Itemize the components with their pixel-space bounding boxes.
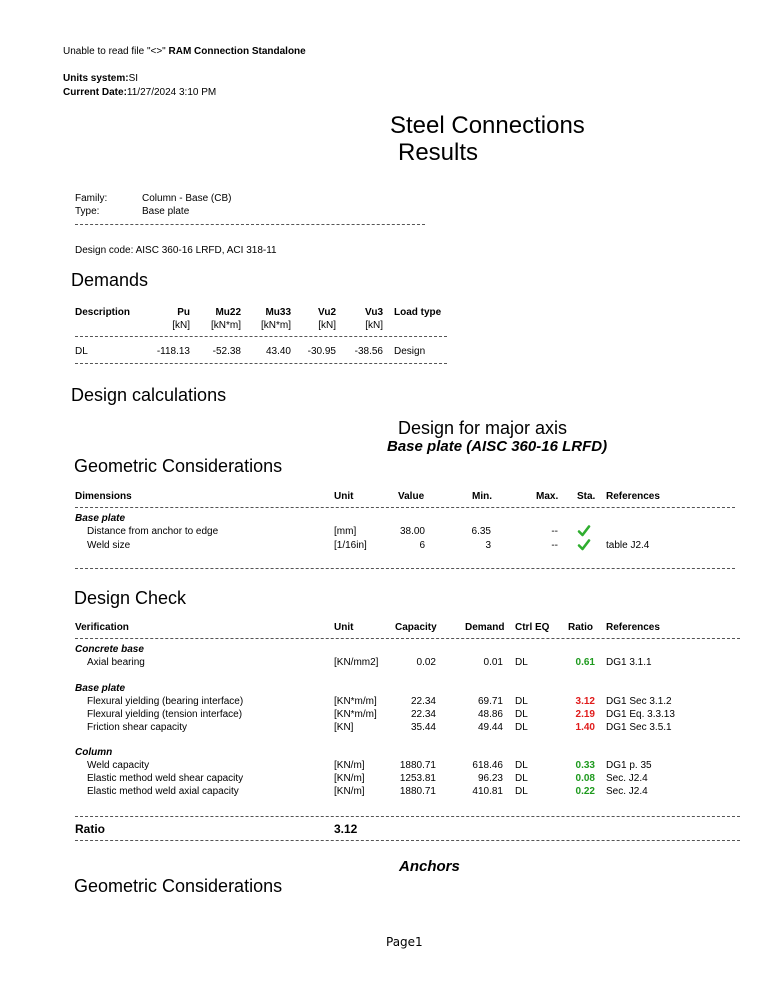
check-row-ratio: 2.19 [575, 709, 595, 720]
divider [75, 363, 447, 364]
dim-row-min: 6.35 [471, 526, 491, 537]
demands-cell: -38.56 [354, 346, 383, 357]
demands-unit-vu2: [kN] [318, 320, 336, 331]
check-row-demand: 96.23 [477, 773, 503, 784]
current-date: Current Date:11/27/2024 3:10 PM [63, 87, 217, 98]
check-row-unit: [KN/m] [334, 786, 365, 797]
divider [75, 840, 740, 841]
file-warning: Unable to read file "<>" RAM Connection Standalone [63, 46, 306, 57]
check-row-ctrl-eq: DL [515, 696, 528, 707]
check-row-demand: 0.01 [483, 657, 503, 668]
anchors-geometric-heading: Geometric Considerations [74, 876, 283, 896]
demands-heading: Demands [71, 270, 149, 290]
demands-unit-pu: [kN] [172, 320, 190, 331]
design-check-heading: Design Check [74, 588, 187, 608]
demands-col-vu3: Vu3 [365, 307, 383, 318]
dim-col-min: Min. [472, 491, 492, 502]
page-subtitle: Results [398, 139, 479, 166]
check-group-column: Column [75, 747, 113, 758]
dim-row-label: Distance from anchor to edge [87, 526, 219, 537]
check-row-label: Flexural yielding (bearing interface) [87, 696, 244, 707]
dim-row-max: -- [551, 526, 558, 537]
check-row-ctrl-eq: DL [515, 786, 528, 797]
check-row-label: Flexural yielding (tension interface) [87, 709, 243, 720]
demands-cell: -30.95 [307, 346, 336, 357]
check-row-label: Elastic method weld axial capacity [87, 786, 239, 797]
design-code: Design code: AISC 360-16 LRFD, ACI 318-11 [75, 245, 277, 256]
dim-col-value: Value [398, 491, 425, 502]
check-row-reference: DG1 3.1.1 [606, 657, 652, 668]
demands-cell: -52.38 [212, 346, 241, 357]
check-row-unit: [KN*m/m] [334, 709, 377, 720]
demands-cell: -118.13 [156, 346, 190, 357]
anchors-title: Anchors [399, 858, 460, 875]
check-col-unit: Unit [334, 622, 354, 633]
check-row-demand: 410.81 [472, 786, 503, 797]
dim-row-label: Weld size [87, 540, 131, 551]
dim-row-value: 38.00 [399, 526, 425, 537]
check-row-capacity: 1880.71 [399, 760, 436, 771]
demands-unit-vu3: [kN] [365, 320, 383, 331]
dim-col-dimensions: Dimensions [75, 491, 132, 502]
check-col-references: References [606, 622, 660, 633]
check-row-demand: 49.44 [477, 722, 503, 733]
page-number: Page1 [386, 935, 423, 949]
check-row-demand: 48.86 [477, 709, 503, 720]
check-row-ctrl-eq: DL [515, 760, 528, 771]
check-row-reference: DG1 Sec 3.1.2 [606, 696, 672, 707]
demands-col-mu33: Mu33 [265, 307, 291, 318]
demands-cell: DL [75, 346, 88, 357]
divider [75, 507, 735, 508]
type-value: Base plate [142, 206, 190, 217]
check-col-ratio: Ratio [568, 622, 593, 633]
dim-row-unit: [1/16in] [334, 540, 367, 551]
check-row-unit: [KN/m] [334, 773, 365, 784]
check-row-capacity: 22.34 [410, 696, 436, 707]
check-row-label: Weld capacity [87, 760, 150, 771]
check-row-capacity: 22.34 [410, 709, 436, 720]
family-label: Family: [75, 193, 108, 204]
demands-col-vu2: Vu2 [318, 307, 336, 318]
page-title: Steel Connections [390, 112, 585, 139]
family-value: Column - Base (CB) [142, 193, 232, 204]
geometric-heading: Geometric Considerations [74, 456, 283, 476]
divider [75, 638, 740, 639]
check-col-capacity: Capacity [395, 622, 437, 633]
check-row-capacity: 35.44 [410, 722, 436, 733]
demands-col-load-type: Load type [394, 307, 442, 318]
check-row-ratio: 3.12 [575, 696, 595, 707]
check-row-reference: Sec. J2.4 [606, 773, 648, 784]
check-row-capacity: 1253.81 [399, 773, 436, 784]
check-row-unit: [KN*m/m] [334, 696, 377, 707]
dim-row-min: 3 [485, 540, 491, 551]
dim-col-unit: Unit [334, 491, 354, 502]
dim-group-base-plate: Base plate [75, 513, 126, 524]
check-col-verification: Verification [75, 622, 129, 633]
demands-cell: Design [394, 346, 426, 357]
dim-col-max: Max. [536, 491, 559, 502]
dim-col-references: References [606, 491, 660, 502]
design-calculations-heading: Design calculations [71, 385, 227, 405]
check-row-ratio: 0.61 [575, 657, 595, 668]
check-group-concrete-base: Concrete base [75, 644, 144, 655]
dim-col-status: Sta. [577, 491, 596, 502]
check-row-reference: DG1 Sec 3.5.1 [606, 722, 672, 733]
check-row-unit: [KN/mm2] [334, 657, 379, 668]
dim-row-value: 6 [419, 540, 425, 551]
check-row-label: Friction shear capacity [87, 722, 188, 733]
check-row-ratio: 0.08 [575, 773, 595, 784]
check-row-reference: DG1 Eq. 3.3.13 [606, 709, 675, 720]
base-plate-title: Base plate (AISC 360-16 LRFD) [387, 438, 608, 455]
check-row-ratio: 0.22 [575, 786, 595, 797]
dim-row-reference: table J2.4 [606, 540, 650, 551]
check-group-base-plate: Base plate [75, 683, 126, 694]
ratio-value: 3.12 [334, 822, 358, 836]
check-row-ctrl-eq: DL [515, 722, 528, 733]
check-row-ratio: 0.33 [575, 760, 595, 771]
ratio-label: Ratio [75, 822, 105, 836]
check-row-reference: DG1 p. 35 [606, 760, 652, 771]
check-row-unit: [KN] [334, 722, 354, 733]
units-system: Units system:SI [63, 73, 139, 84]
check-col-ctrl-eq: Ctrl EQ [515, 622, 550, 633]
check-row-ctrl-eq: DL [515, 657, 528, 668]
dim-row-unit: [mm] [334, 526, 357, 537]
demands-cell: 43.40 [265, 346, 291, 357]
app-name: RAM Connection Standalone [168, 46, 306, 57]
check-row-label: Elastic method weld shear capacity [87, 773, 244, 784]
check-col-demand: Demand [465, 622, 505, 633]
demands-unit-mu22: [kN*m] [211, 320, 241, 331]
demands-unit-mu33: [kN*m] [261, 320, 291, 331]
check-row-label: Axial bearing [87, 657, 145, 668]
demands-col-description: Description [75, 307, 131, 318]
check-row-ctrl-eq: DL [515, 709, 528, 720]
divider [75, 568, 735, 569]
divider [75, 336, 447, 337]
check-row-capacity: 0.02 [416, 657, 436, 668]
demands-col-mu22: Mu22 [215, 307, 241, 318]
check-row-capacity: 1880.71 [399, 786, 436, 797]
divider [75, 224, 425, 225]
check-row-ctrl-eq: DL [515, 773, 528, 784]
check-row-reference: Sec. J2.4 [606, 786, 648, 797]
check-row-demand: 618.46 [472, 760, 503, 771]
major-axis-heading: Design for major axis [398, 418, 568, 438]
demands-col-pu: Pu [177, 307, 190, 318]
check-row-ratio: 1.40 [575, 722, 595, 733]
check-icon [577, 538, 591, 552]
type-label: Type: [75, 206, 100, 217]
check-icon [577, 524, 591, 538]
check-row-unit: [KN/m] [334, 760, 365, 771]
check-row-demand: 69.71 [477, 696, 503, 707]
dim-row-max: -- [551, 540, 558, 551]
divider [75, 816, 740, 817]
